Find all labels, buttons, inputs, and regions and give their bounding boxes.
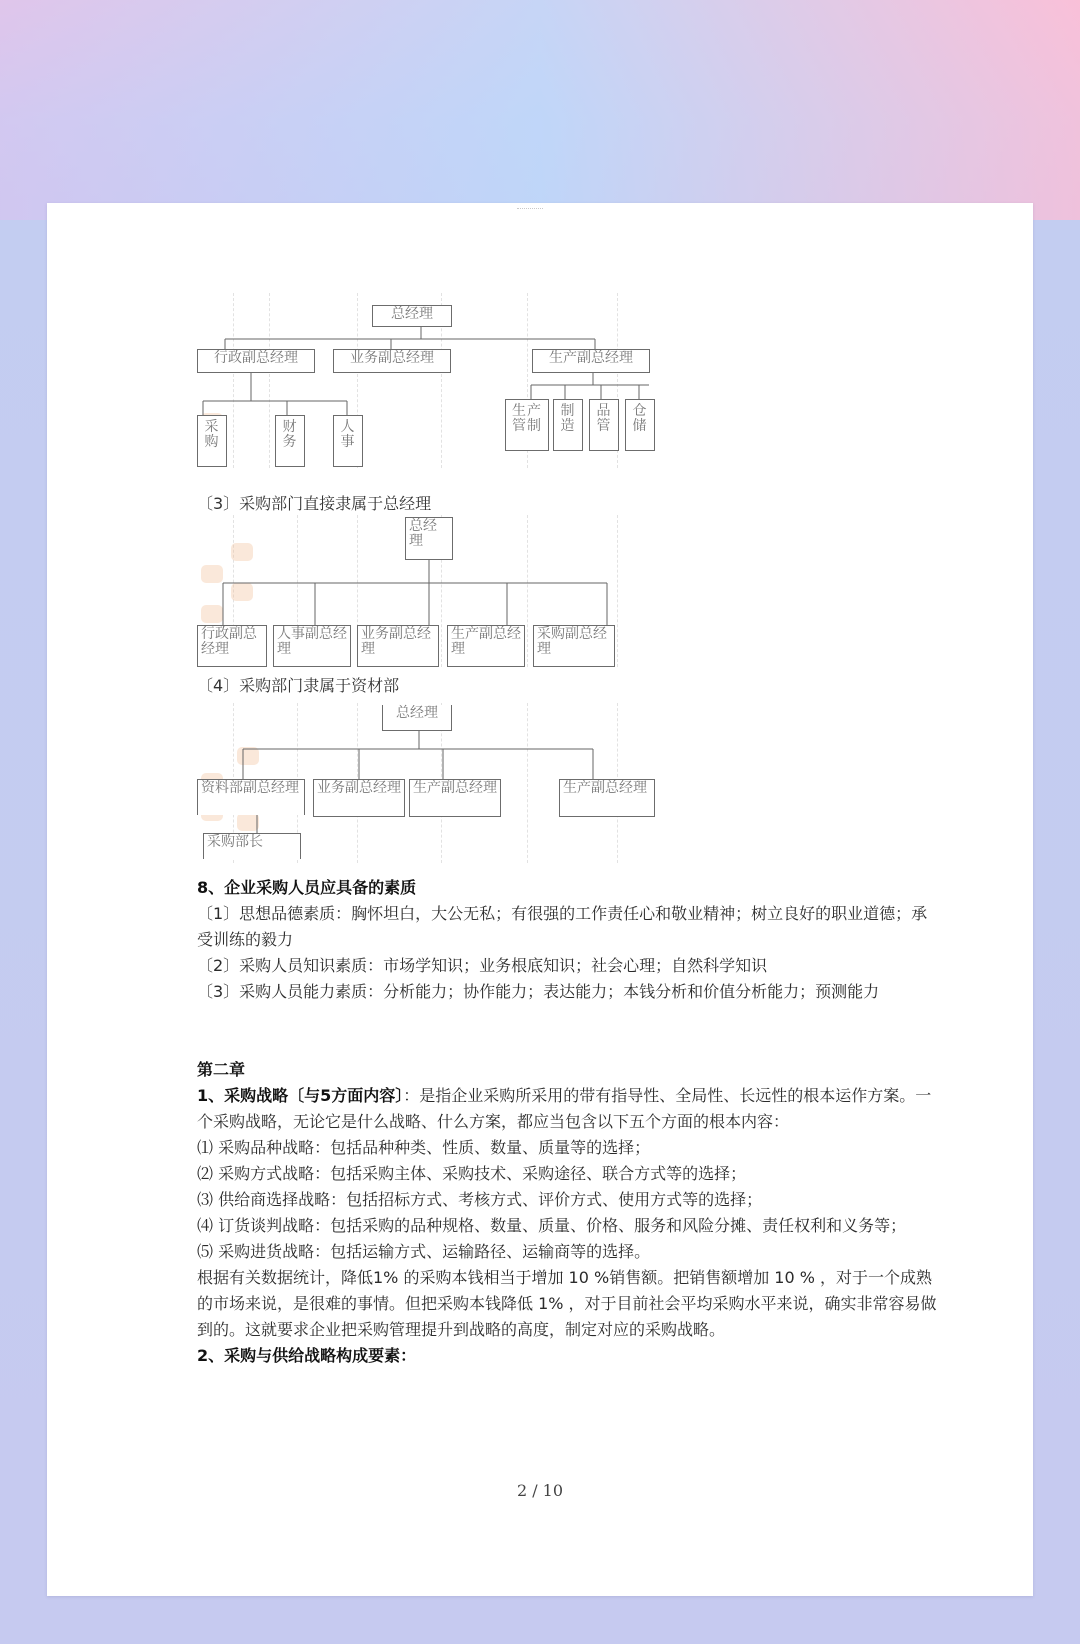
section-8-p3: 〔3〕采购人员能力素质：分析能力；协作能力；表达能力；本钱分析和价值分析能力；预测能力: [197, 982, 880, 1001]
purchasing-head-box: 采购部长: [203, 833, 301, 859]
admin-vp-box: 行政副总经理: [197, 349, 315, 373]
caption-4: 〔4〕采购部门隶属于资材部: [197, 676, 400, 695]
purchasing-dept-box: 采购: [197, 415, 227, 467]
production-control-box: 生产管制: [505, 399, 549, 451]
strategy-item: ⑵ 采购方式战略：包括采购主体、采购技术、采购途径、联合方式等的选择；: [197, 1164, 747, 1183]
quality-box: 品管: [589, 399, 619, 451]
section-8-p2: 〔2〕采购人员知识素质：市场学知识；业务根底知识；社会心理；自然科学知识: [197, 956, 768, 975]
admin-vp-box-c: 行政副总经理: [197, 625, 267, 667]
page-number: 2 / 10: [516, 1481, 564, 1500]
section-8: [197, 875, 937, 1005]
strategy-item: ⑸ 采购进货战略：包括运输方式、运输路径、运输商等的选择。: [197, 1242, 651, 1261]
ceo-box: 总经理: [372, 305, 452, 327]
chapter-2-heading: 第二章: [197, 1060, 246, 1079]
caption-3: 〔3〕采购部门直接隶属于总经理: [197, 494, 432, 513]
hr-vp-box-c: 人事副总经理: [273, 625, 351, 667]
warehouse-box: 仓储: [625, 399, 655, 451]
section-8-heading: 8、企业采购人员应具备的素质: [197, 878, 417, 897]
strategy-item: ⑴ 采购品种战略：包括品种种类、性质、数量、质量等的选择；: [197, 1138, 651, 1157]
finance-dept-box: 财务: [275, 415, 305, 467]
org-chart-production: [197, 293, 657, 468]
business-vp-box: 业务副总经理: [333, 349, 451, 373]
ceo-box-d: 总经理: [382, 705, 452, 731]
business-vp-box-c: 业务副总经理: [357, 625, 439, 667]
org-chart-ceo: [197, 515, 657, 667]
strategy-body: ：是指企业采购所采用的带有指导性、全局性、长远性的根本运作方案。一个采购战略，无论它是什么战略、什么方案，都应当包含以下五个方面的根本内容：: [197, 1086, 932, 1131]
section-8-p1: 〔1〕思想品德素质：胸怀坦白，大公无私；有很强的工作责任心和敬业精神；树立良好的职业道德；承受训练的毅力: [197, 904, 928, 949]
production-vp-box-c: 生产副总经理: [447, 625, 525, 667]
production-vp-box-d2: 生产副总经理: [559, 779, 655, 817]
production-vp-box: 生产副总经理: [532, 349, 650, 373]
chapter-2: [197, 1057, 937, 1369]
purchasing-vp-box-c: 采购副总经理: [533, 625, 615, 667]
background-gradient: [0, 0, 1080, 220]
strategy-item: ⑶ 供给商选择战略：包括招标方式、考核方式、评价方式、使用方式等的选择；: [197, 1190, 763, 1209]
business-vp-box-d: 业务副总经理: [313, 779, 405, 817]
hr-dept-box: 人事: [333, 415, 363, 467]
strategy-item: ⑷ 订货谈判战略：包括采购的品种规格、数量、质量、价格、服务和风险分摊、责任权利和义务等；: [197, 1216, 907, 1235]
header-mark: [517, 208, 543, 212]
manufacturing-box: 制造: [553, 399, 583, 451]
strategy-title: 1、采购战略〔与5方面内容〕: [197, 1086, 404, 1105]
ceo-box-c: 总经理: [405, 517, 453, 560]
materials-vp-box: 资料部副总经理: [197, 779, 305, 815]
document-page: [47, 203, 1033, 1596]
cost-paragraph: 根据有关数据统计，降低1% 的采购本钱相当于增加 10 %销售额。把销售额增加 10 % ，对于一个成熟的市场来说，是很难的事情。但把采购本钱降低 1% ，对于目前社会平均采购水平来说，确实非常容易做到的。这就要求企业把采购管理提升到战略的高度，制定对应的采购战略。: [197, 1268, 937, 1339]
strategy-intro: [197, 1083, 937, 1135]
production-vp-box-d: 生产副总经理: [409, 779, 501, 817]
section-2-heading: 2、采购与供给战略构成要素：: [197, 1346, 417, 1365]
org-chart-materials: [197, 703, 657, 863]
